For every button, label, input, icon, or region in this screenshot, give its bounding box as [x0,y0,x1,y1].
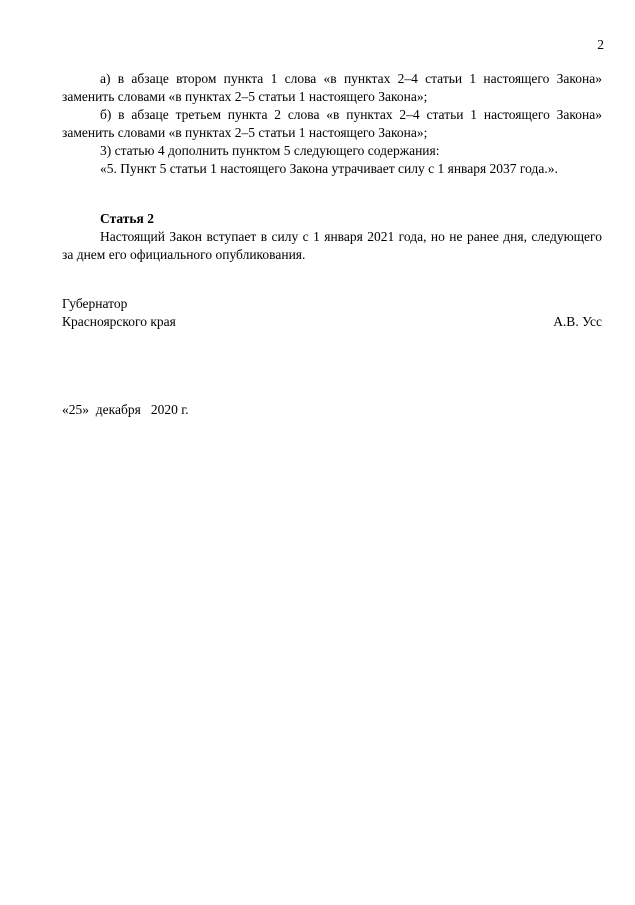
amendment-item-b: б) в абзаце третьем пункта 2 слова «в пунктах 2–4 статьи 1 настоящего Закона» заменить словами «в пунктах 2–5 статьи 1 настоящего Закона»; [62,107,602,140]
signer-name: А.В. Усс [553,314,602,329]
amendment-quote: «5. Пункт 5 статьи 1 настоящего Закона утрачивает силу с 1 января 2037 года.». [100,161,558,176]
amendment-item-a: а) в абзаце втором пункта 1 слова «в пунктах 2–4 статьи 1 настоящего Закона» заменить словами «в пунктах 2–5 статьи 1 настоящего Закона»; [62,71,602,104]
signer-position-line1: Губернатор [62,296,128,311]
signature-block [62,295,602,331]
article-2-heading: Статья 2 [100,211,154,226]
amendments-section [62,70,602,178]
article-2-section [62,210,602,264]
signing-date: «25» декабря 2020 г. [62,402,189,417]
page-number: 2 [597,37,604,52]
amendment-item-3: 3) статью 4 дополнить пунктом 5 следующего содержания: [100,143,440,158]
article-2-text: Настоящий Закон вступает в силу с 1 января 2021 года, но не ранее дня, следующего за днем его официального опубликования. [62,229,602,262]
signature-line [62,313,602,331]
signer-position-line2: Красноярского края [62,314,176,329]
